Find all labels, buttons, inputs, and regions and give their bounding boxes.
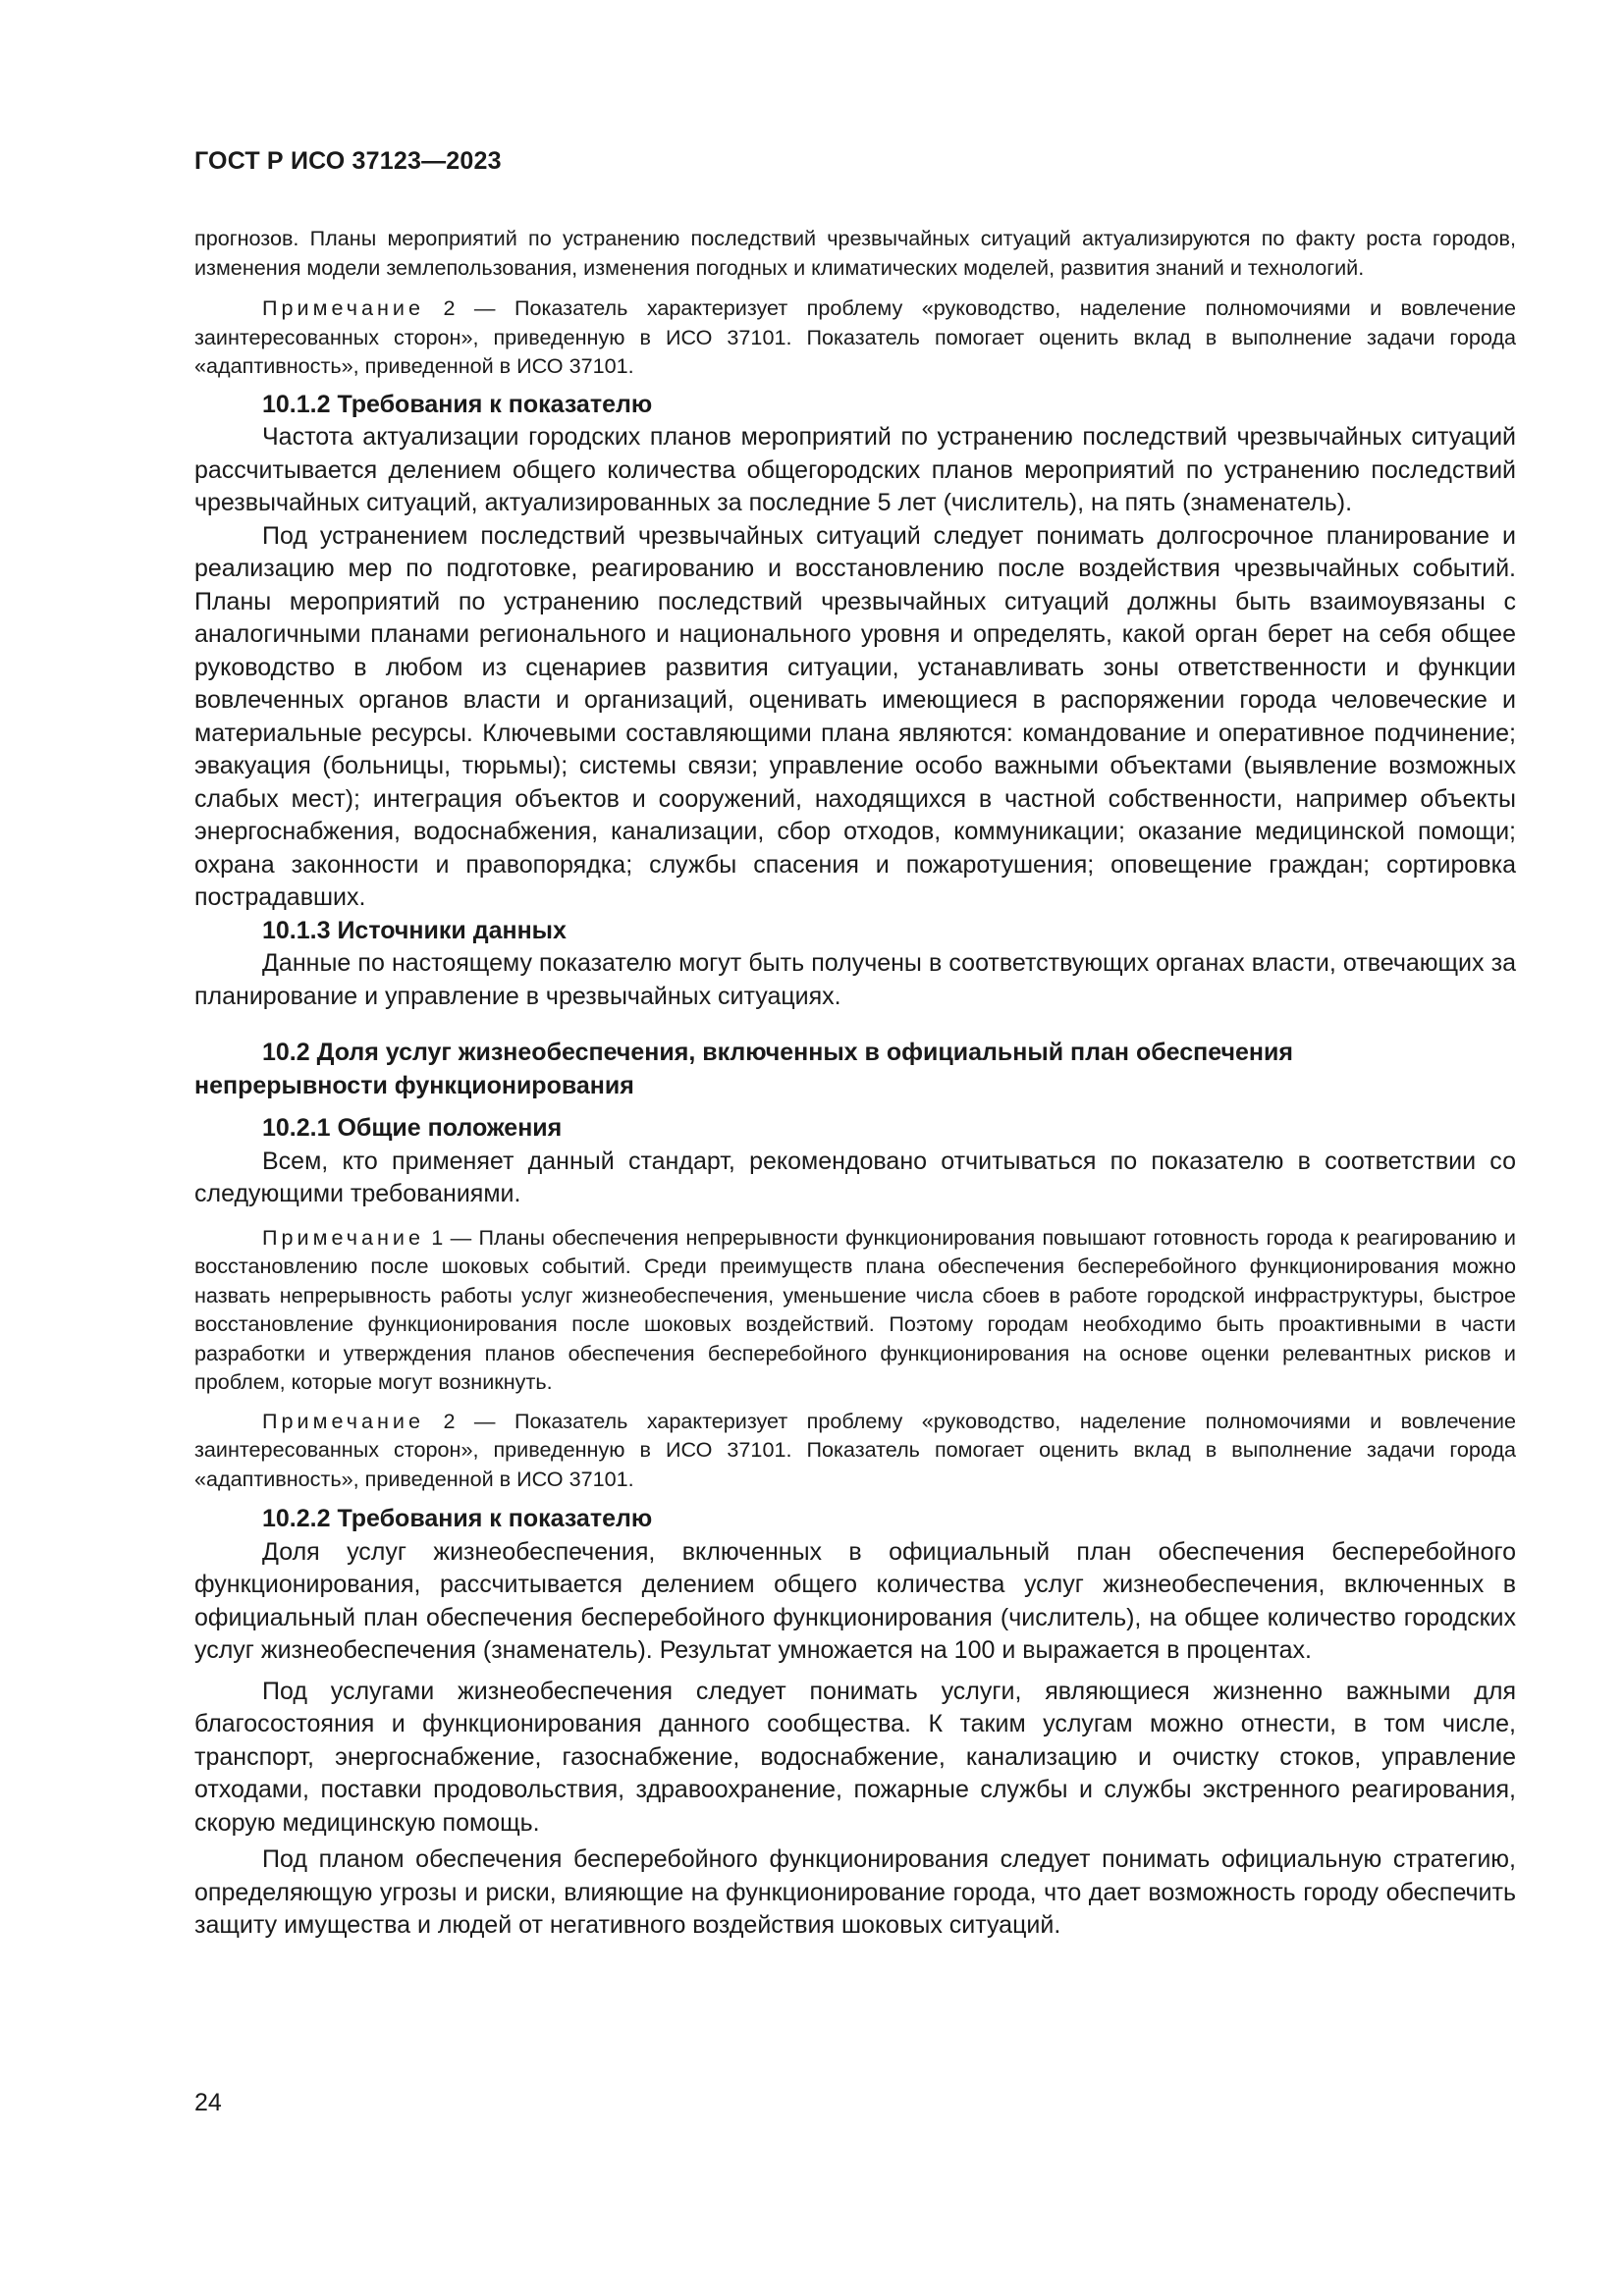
note-label: Примечание <box>262 1224 424 1250</box>
paragraph-share-calc: Доля услуг жизнеобеспечения, включенных в официальный план обеспечения бесперебойного функционирования, рассчитывается делением общего количества услуг жизнеобеспечения, включенных в официальный план обеспечения бесперебойного функционирования (числитель), на общее количество городских услуг жизнеобеспечения (знаменатель). Результат умножается на 100 и выражается в процентах. <box>194 1537 1516 1664</box>
paragraph-life-services: Под услугами жизнеобеспечения следует понимать услуги, являющиеся жизненно важными для благосостояния и функционирования данного сообщества. К таким услугам можно отнести, в том числе, транспорт, энергоснабжение, газоснабжение, водоснабжение, канализацию и очистку стоков, управление отходами, поставки продовольствия, здравоохранение, пожарные службы и службы экстренного реагирования, скорую медицинскую помощь. <box>194 1677 1516 1837</box>
note-1 <box>194 1223 1516 1397</box>
document-body <box>194 224 1516 1943</box>
paragraph-general: Всем, кто применяет данный стандарт, рекомендовано отчитываться по показателю в соответствии со следующими требованиями. <box>194 1147 1516 1207</box>
heading-10-1-3: 10.1.3 Источники данных <box>262 916 567 944</box>
paragraph-continuation: прогнозов. Планы мероприятий по устранению последствий чрезвычайных ситуаций актуализируются по факту роста городов, изменения модели землепользования, изменения погодных и климатических моделей, развития знаний и технологий. <box>194 226 1516 280</box>
note-label: Примечание <box>262 1408 424 1433</box>
document-header: ГОСТ Р ИСО 37123—2023 <box>194 147 502 175</box>
note-text: 1 — Планы обеспечения непрерывности функционирования повышают готовность города к реагированию и восстановлению после шоковых событий. Среди преимуществ плана обеспечения бесперебойного функционирования можно назвать непрерывность работы услуг жизнеобеспечения, уменьшение числа сбоев в работе городской инфраструктуры, быстрое восстановление функционирования после шоковых воздействий. Поэтому городам необходимо быть проактивными в части разработки и утверждения планов обеспечения бесперебойного функционирования на основе оценки релевантных рисков и проблем, которые могут возникнуть. <box>194 1224 1516 1394</box>
note-2-second <box>194 1407 1516 1494</box>
heading-10-2: 10.2 Доля услуг жизнеобеспечения, включенных в официальный план обеспечения непрерывности функционирования <box>194 1039 1293 1099</box>
note-label: Примечание <box>262 295 424 320</box>
note-text: 2 — Показатель характеризует проблему «руководство, наделение полномочиями и вовлечение заинтересованных сторон», приведенную в ИСО 37101. Показатель помогает оценить вклад в выполнение задачи города «адаптивность», приведенной в ИСО 37101. <box>194 1408 1516 1491</box>
note-text: 2 — Показатель характеризует проблему «руководство, наделение полномочиями и вовлечение заинтересованных сторон», приведенную в ИСО 37101. Показатель помогает оценить вклад в выполнение задачи города «адаптивность», приведенной в ИСО 37101. <box>194 295 1516 378</box>
paragraph-frequency-calc: Частота актуализации городских планов мероприятий по устранению последствий чрезвычайных ситуаций рассчитывается делением общего количества общегородских планов мероприятий по устранению последствий чрезвычайных ситуаций, актуализированных за последние 5 лет (числитель), на пять (знаменатель). <box>194 423 1516 516</box>
paragraph-data-sources: Данные по настоящему показателю могут быть получены в соответствующих органах власти, отвечающих за планирование и управление в чрезвычайных ситуациях. <box>194 949 1516 1010</box>
note-2-first <box>194 294 1516 381</box>
page-number: 24 <box>194 2089 222 2116</box>
paragraph-emergency-definition: Под устранением последствий чрезвычайных ситуаций следует понимать долгосрочное планирование и реализацию мер по подготовке, реагированию и восстановлению после воздействия чрезвычайных событий. Планы мероприятий по устранению последствий чрезвычайных ситуаций должны быть взаимоувязаны с аналогичными планами регионального и национального уровня и определять, какой орган берет на себя общее руководство в любом из сценариев развития ситуации, устанавливать зоны ответственности и функции вовлеченных органов власти и организаций, оценивать имеющиеся в распоряжении города человеческие и материальные ресурсы. Ключевыми составляющими плана являются: командование и оперативное подчинение; эвакуация (больницы, тюрьмы); системы связи; управление особо важными объектами (выявление возможных слабых мест); интеграция объектов и сооружений, находящихся в частной собственности, например объекты энергоснабжения, водоснабжения, канализации, сбор отходов, коммуникации; оказание медицинской помощи; охрана законности и правопорядка; службы спасения и пожаротушения; оповещение граждан; сортировка пострадавших. <box>194 521 1516 911</box>
heading-10-2-2: 10.2.2 Требования к показателю <box>262 1505 653 1532</box>
heading-10-2-1: 10.2.1 Общие положения <box>262 1114 563 1142</box>
paragraph-continuity-plan: Под планом обеспечения бесперебойного функционирования следует понимать официальную стратегию, определяющую угрозы и риски, влияющие на функционирование города, что дает возможность городу обеспечить защиту имущества и людей от негативного воздействия шоковых ситуаций. <box>194 1845 1516 1939</box>
heading-10-1-2: 10.1.2 Требования к показателю <box>262 390 653 418</box>
